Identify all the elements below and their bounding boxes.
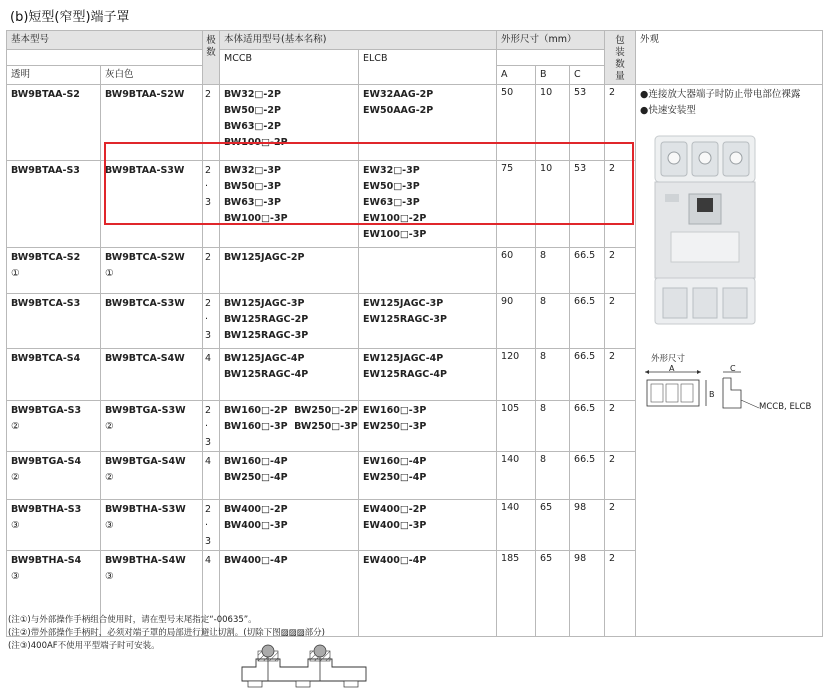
model-gray: [101, 349, 202, 371]
dim-qty-cell: [605, 349, 636, 401]
mccb-model: BW400□-2P: [224, 504, 288, 515]
model-transparent: [7, 85, 100, 107]
dim-a-cell: [497, 349, 536, 401]
dim-c-cell: [570, 248, 605, 294]
dim-c-cell: [570, 349, 605, 401]
dim-a: 75: [501, 163, 514, 174]
elcb-model: EW63□-3P: [363, 197, 420, 208]
mccb-list: [220, 294, 358, 348]
mccb-model: BW160□-3P BW250□-3P: [224, 421, 358, 432]
dim-b: 8: [540, 454, 547, 465]
poles: [203, 248, 219, 266]
model-gray-code: BW9BTGA-S3W: [105, 405, 186, 416]
mccb-cell: [220, 401, 359, 452]
dim-b-cell: [536, 551, 570, 637]
elcb-model: EW32□-3P: [363, 165, 420, 176]
model-gray-cell: [101, 500, 203, 551]
dim-a-cell: [497, 551, 536, 637]
model-transparent: [7, 294, 100, 316]
pole-value: 2: [205, 405, 212, 416]
elcb-model: EW50□-3P: [363, 181, 420, 192]
dim-qty: 2: [609, 296, 616, 307]
header-mccb: MCCB: [220, 50, 359, 85]
mccb-model: BW100□-2P: [224, 137, 288, 148]
elcb-model: EW32AAG-2P: [363, 89, 434, 100]
mccb-model: BW125RAGC-3P: [224, 330, 309, 341]
dim-c-cell: [570, 294, 605, 349]
dim-qty-cell: [605, 248, 636, 294]
cut-area-illustration: [238, 641, 380, 691]
model-gray: [101, 85, 202, 107]
header-base-model: 基本型号: [7, 31, 203, 50]
model-transparent-cell: [7, 85, 101, 161]
model-gray-cell: [101, 248, 203, 294]
pole-value: 3: [205, 330, 212, 341]
elcb-list: [359, 294, 496, 332]
header-dim-c: C: [570, 66, 605, 85]
dim-a-cell: [497, 452, 536, 500]
header-appearance: 外观: [636, 31, 823, 85]
elcb-list: [359, 85, 496, 123]
header-spacer: [7, 50, 203, 66]
mccb-model: BW32□-3P: [224, 165, 281, 176]
poles: [203, 85, 219, 103]
model-transparent-code: BW9BTHA-S3: [11, 504, 82, 515]
note-1: (注①)与外部操作手柄组合使用时，请在型号末尾指定“-00635”。: [8, 615, 257, 625]
dim-b-cell: [536, 248, 570, 294]
model-transparent-code: BW9BTCA-S3: [11, 298, 81, 309]
dim-b: 8: [540, 250, 547, 261]
pole-value: 2: [205, 504, 212, 515]
model-transparent: [7, 161, 100, 183]
poles-cell: [203, 500, 220, 551]
elcb-list: [359, 551, 496, 573]
elcb-cell: [359, 551, 497, 637]
model-gray-code: BW9BTAA-S2W: [105, 89, 185, 100]
mccb-model: BW400□-3P: [224, 520, 288, 531]
model-gray-note: ③: [105, 571, 114, 582]
feature-item: ●连接放大器端子时防止带电部位裸露: [640, 89, 801, 100]
terminal-cover-photo: [641, 128, 769, 332]
pole-value: 3: [205, 197, 212, 208]
dim-c-cell: [570, 452, 605, 500]
dim-a: 60: [501, 250, 514, 261]
model-gray-code: BW9BTCA-S4W: [105, 353, 185, 364]
model-transparent-code: BW9BTAA-S3: [11, 165, 80, 176]
header-gray: 灰白色: [101, 66, 203, 85]
dim-b-cell: [536, 294, 570, 349]
dim-c-cell: [570, 500, 605, 551]
elcb-list: [359, 349, 496, 387]
elcb-model: EW400□-3P: [363, 520, 427, 531]
header-elcb: ELCB: [359, 50, 497, 85]
model-transparent-note: ②: [11, 472, 20, 483]
model-transparent-code: BW9BTHA-S4: [11, 555, 82, 566]
dim-qty: 2: [609, 502, 616, 513]
elcb-model: EW125RAGC-3P: [363, 314, 447, 325]
features-list: [636, 85, 822, 119]
model-transparent-code: BW9BTGA-S4: [11, 456, 82, 467]
elcb-cell: [359, 452, 497, 500]
model-transparent-cell: [7, 452, 101, 500]
model-transparent-code: BW9BTCA-S4: [11, 353, 81, 364]
dim-qty: 2: [609, 403, 616, 414]
poles-cell: [203, 248, 220, 294]
model-transparent-note: ③: [11, 571, 20, 582]
model-gray-code: BW9BTAA-S3W: [105, 165, 185, 176]
model-gray: [101, 452, 202, 490]
dim-a-cell: [497, 294, 536, 349]
elcb-list: [359, 401, 496, 439]
model-gray: [101, 500, 202, 538]
model-transparent-cell: [7, 401, 101, 452]
dim-c: 53: [574, 87, 587, 98]
model-gray-cell: [101, 294, 203, 349]
dim-qty-cell: [605, 294, 636, 349]
header-dim-a: A: [497, 66, 536, 85]
poles-cell: [203, 452, 220, 500]
elcb-model: EW250□-3P: [363, 421, 427, 432]
mccb-cell: [220, 294, 359, 349]
mccb-model: BW125RAGC-2P: [224, 314, 309, 325]
model-gray-code: BW9BTGA-S4W: [105, 456, 186, 467]
header-transparent: 透明: [7, 66, 101, 85]
model-gray-cell: [101, 401, 203, 452]
dim-c: 98: [574, 553, 587, 564]
model-transparent-note: ③: [11, 520, 20, 531]
dim-qty: 2: [609, 250, 616, 261]
mccb-model: BW250□-4P: [224, 472, 288, 483]
mccb-model: BW50□-3P: [224, 181, 281, 192]
pole-value: 4: [205, 555, 212, 566]
pole-value: ·: [205, 421, 209, 432]
mccb-cell: [220, 349, 359, 401]
mccb-model: BW100□-3P: [224, 213, 288, 224]
elcb-list: [359, 500, 496, 538]
model-gray-cell: [101, 452, 203, 500]
pole-value: 2: [205, 298, 212, 309]
poles-cell: [203, 294, 220, 349]
dim-c: 66.5: [574, 403, 596, 414]
mccb-model: BW125JAGC-3P: [224, 298, 305, 309]
model-transparent-code: BW9BTGA-S3: [11, 405, 82, 416]
model-transparent-code: BW9BTAA-S2: [11, 89, 80, 100]
elcb-cell: [359, 349, 497, 401]
dim-label-a: A: [669, 364, 675, 373]
dim-label-c: C: [730, 364, 736, 373]
dim-a: 185: [501, 553, 520, 564]
mccb-cell: [220, 500, 359, 551]
pole-value: 4: [205, 456, 212, 467]
dim-b: 8: [540, 296, 547, 307]
dim-b-cell: [536, 401, 570, 452]
dim-qty: 2: [609, 163, 616, 174]
feature-item: ●快速安装型: [640, 105, 696, 116]
dim-b: 8: [540, 403, 547, 414]
dim-qty: 2: [609, 553, 616, 564]
model-transparent-cell: [7, 294, 101, 349]
model-gray-note: ②: [105, 421, 114, 432]
mccb-list: [220, 401, 358, 439]
mccb-model: BW125JAGC-2P: [224, 252, 305, 263]
dim-c: 66.5: [574, 351, 596, 362]
dim-c: 53: [574, 163, 587, 174]
dim-a-cell: [497, 401, 536, 452]
elcb-model: EW250□-4P: [363, 472, 427, 483]
dimension-figure: [641, 352, 821, 428]
poles: [203, 452, 219, 470]
model-gray: [101, 551, 202, 589]
elcb-cell: [359, 401, 497, 452]
dim-a: 140: [501, 454, 520, 465]
elcb-list: [359, 452, 496, 490]
dim-qty-cell: [605, 452, 636, 500]
model-transparent-note: ①: [11, 268, 20, 279]
dim-a: 105: [501, 403, 520, 414]
dim-b-cell: [536, 452, 570, 500]
mccb-model: BW125JAGC-4P: [224, 353, 305, 364]
poles: [203, 401, 219, 451]
mccb-list: [220, 551, 358, 573]
pole-value: 3: [205, 536, 212, 547]
elcb-model: EW125JAGC-4P: [363, 353, 444, 364]
product-table: [6, 30, 823, 637]
poles: [203, 551, 219, 569]
dim-b: 65: [540, 502, 553, 513]
pole-value: 3: [205, 437, 212, 448]
model-transparent-cell: [7, 349, 101, 401]
model-transparent: [7, 248, 100, 286]
elcb-model: EW50AAG-2P: [363, 105, 434, 116]
pole-value: ·: [205, 520, 209, 531]
header-dim-b: B: [536, 66, 570, 85]
elcb-cell: [359, 500, 497, 551]
dim-qty: 2: [609, 454, 616, 465]
dim-b: 10: [540, 163, 553, 174]
dim-a-cell: [497, 500, 536, 551]
model-gray: [101, 294, 202, 316]
poles-cell: [203, 401, 220, 452]
elcb-model: EW100□-3P: [363, 229, 427, 240]
model-gray-note: ①: [105, 268, 114, 279]
model-gray-note: ③: [105, 520, 114, 531]
model-gray-cell: [101, 349, 203, 401]
elcb-model: EW125JAGC-3P: [363, 298, 444, 309]
dim-c-cell: [570, 401, 605, 452]
dim-c-cell: [570, 551, 605, 637]
highlight-box: [104, 142, 634, 225]
mccb-list: [220, 248, 358, 270]
dim-a: 140: [501, 502, 520, 513]
model-gray: [101, 248, 202, 286]
model-transparent-note: ②: [11, 421, 20, 432]
mccb-model: BW160□-2P BW250□-2P: [224, 405, 358, 416]
dim-a: 50: [501, 87, 514, 98]
mccb-model: BW125RAGC-4P: [224, 369, 309, 380]
model-transparent-cell: [7, 248, 101, 294]
model-gray: [101, 401, 202, 439]
note-3: (注③)400AF不使用平型端子时可安装。: [8, 641, 160, 651]
dim-c: 98: [574, 502, 587, 513]
dim-a-cell: [497, 248, 536, 294]
model-gray-note: ②: [105, 472, 114, 483]
model-gray-code: BW9BTCA-S2W: [105, 252, 185, 263]
model-gray-code: BW9BTCA-S3W: [105, 298, 185, 309]
pole-value: ·: [205, 181, 209, 192]
section-title: (b)短型(窄型)端子罩: [10, 10, 130, 25]
elcb-model: EW125RAGC-4P: [363, 369, 447, 380]
dim-b: 8: [540, 351, 547, 362]
elcb-cell: [359, 248, 497, 294]
dim-c: 66.5: [574, 296, 596, 307]
header-qty: 包 装 数 量: [605, 31, 636, 85]
dim-qty: 2: [609, 87, 616, 98]
elcb-cell: [359, 294, 497, 349]
mccb-model: BW400□-4P: [224, 555, 288, 566]
dimension-label: 外形尺寸: [651, 354, 686, 364]
model-transparent: [7, 551, 100, 589]
model-transparent-cell: [7, 500, 101, 551]
dim-c: 66.5: [574, 454, 596, 465]
model-transparent: [7, 401, 100, 439]
poles-cell: [203, 349, 220, 401]
dim-b-cell: [536, 500, 570, 551]
mccb-model: BW50□-2P: [224, 105, 281, 116]
model-transparent: [7, 349, 100, 371]
poles: [203, 294, 219, 344]
header-applicable: 本体适用型号(基本名称): [220, 31, 497, 50]
mccb-list: [220, 349, 358, 387]
poles: [203, 500, 219, 550]
model-gray-code: BW9BTHA-S4W: [105, 555, 186, 566]
model-transparent-code: BW9BTCA-S2: [11, 252, 81, 263]
dim-a: 120: [501, 351, 520, 362]
model-transparent-cell: [7, 161, 101, 248]
mccb-list: [220, 500, 358, 538]
mccb-list: [220, 452, 358, 490]
dim-qty-cell: [605, 551, 636, 637]
dim-b-cell: [536, 349, 570, 401]
poles: [203, 349, 219, 367]
pole-value: 4: [205, 353, 212, 364]
dim-a: 90: [501, 296, 514, 307]
model-transparent: [7, 452, 100, 490]
header-dimensions: 外形尺寸（mm）: [497, 31, 605, 50]
mccb-model: BW32□-2P: [224, 89, 281, 100]
note-2: (注②)带外部操作手柄时，必须对端子罩的局部进行避让切割。(切除下图▨▨▨部分): [8, 628, 325, 638]
dim-b: 65: [540, 553, 553, 564]
dim-qty-cell: [605, 401, 636, 452]
elcb-list: [359, 248, 496, 254]
dim-label-b: B: [709, 390, 715, 399]
mccb-model: BW63□-2P: [224, 121, 281, 132]
dim-qty-cell: [605, 500, 636, 551]
elcb-model: EW400□-2P: [363, 504, 427, 515]
header-dim-spacer: [497, 50, 605, 66]
dim-b: 10: [540, 87, 553, 98]
elcb-model: EW160□-4P: [363, 456, 427, 467]
mccb-cell: [220, 248, 359, 294]
pole-value: 2: [205, 252, 212, 263]
mccb-model: BW160□-4P: [224, 456, 288, 467]
pole-value: 2: [205, 165, 212, 176]
elcb-model: EW160□-3P: [363, 405, 427, 416]
dim-qty: 2: [609, 351, 616, 362]
dim-c: 66.5: [574, 250, 596, 261]
mccb-cell: [220, 452, 359, 500]
model-gray-code: BW9BTHA-S3W: [105, 504, 186, 515]
dim-caption: MCCB, ELCB: [759, 402, 812, 412]
pole-value: 2: [205, 89, 212, 100]
model-transparent: [7, 500, 100, 538]
pole-value: ·: [205, 314, 209, 325]
mccb-model: BW63□-3P: [224, 197, 281, 208]
header-poles: 极 数: [203, 31, 220, 85]
elcb-model: EW100□-2P: [363, 213, 427, 224]
elcb-model: EW400□-4P: [363, 555, 427, 566]
